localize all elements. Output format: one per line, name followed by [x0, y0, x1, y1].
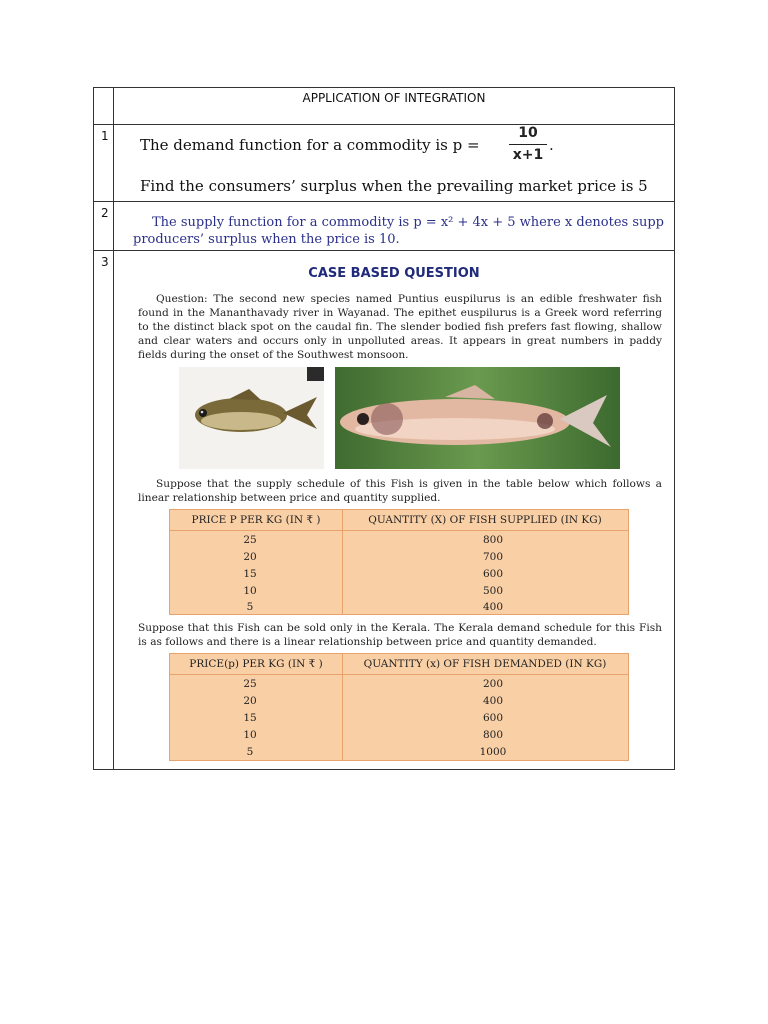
fraction-numerator: 10 [518, 125, 538, 141]
table-cell: 5 [246, 746, 254, 758]
column-divider [342, 654, 343, 760]
supply-schedule-table [169, 509, 629, 615]
table-cell: 800 [482, 534, 504, 546]
table-cell: 25 [243, 678, 257, 690]
table-cell: 700 [482, 551, 504, 563]
table-cell: 400 [482, 695, 504, 707]
number-cell [94, 251, 114, 770]
question-1-line-1: The demand function for a commodity is p = [140, 136, 480, 154]
column-header-price: PRICE P PER KG (IN ₹ ) [191, 514, 321, 526]
question-number: 2 [101, 206, 109, 220]
fraction [509, 125, 547, 163]
fraction-denominator: x+1 [512, 147, 544, 163]
table-cell: 5 [246, 601, 254, 613]
table-header [170, 510, 628, 531]
case-paragraph-3: Suppose that this Fish can be sold only in the Kerala. The Kerala demand schedule for this Fish is as follows and there is a linear relationship between price and quantity demanded. [138, 622, 662, 648]
content-cell [114, 125, 674, 201]
question-number: 3 [101, 255, 109, 269]
table-cell: 200 [482, 678, 504, 690]
number-cell [94, 88, 114, 124]
fraction-period: . [549, 136, 554, 154]
table-cell: 600 [482, 568, 504, 580]
table-row-question-2 [94, 202, 674, 251]
number-cell [94, 202, 114, 250]
content-cell [114, 88, 674, 124]
case-paragraph-1: Question: The second new species named Puntius euspilurus is an edible freshwater fish found in the Mananthavady river in Wayanad. The epithet euspilurus is a Greek word referring to the distinct black spot on the caudal fin. The slender bodied fish prefers fast flowing, shallow and clear waters and occurs only in unpolluted areas. It appears in great numbers in paddy fields during the onset of the Southwest monsoon. [138, 293, 662, 361]
demand-schedule-table [169, 653, 629, 761]
fraction-bar [509, 144, 547, 145]
column-header-quantity: QUANTITY (X) OF FISH SUPPLIED (IN KG) [368, 514, 602, 526]
table-cell: 1000 [479, 746, 507, 758]
question-2-line-1: The supply function for a commodity is p = x² + 4x + 5 where x denotes supp [152, 215, 665, 230]
fish-photo-left [179, 367, 324, 469]
fish-photo-right [335, 367, 620, 469]
number-cell [94, 125, 114, 201]
content-cell [114, 251, 674, 770]
table-cell: 500 [482, 585, 504, 597]
table-cell: 400 [482, 601, 504, 613]
case-paragraph-2: Suppose that the supply schedule of this Fish is given in the table below which follows a linear relationship between price and quantity supplied. [138, 478, 662, 504]
question-number: 1 [101, 129, 109, 143]
table-cell: 10 [243, 729, 257, 741]
question-1-line-2: Find the consumers’ surplus when the prevailing market price is 5 [140, 177, 648, 195]
table-cell: 15 [243, 568, 257, 580]
table-row-question-3 [94, 251, 674, 770]
page-title: APPLICATION OF INTEGRATION [302, 91, 486, 105]
table-row-question-1 [94, 125, 674, 202]
table-cell: 600 [482, 712, 504, 724]
content-cell [114, 202, 674, 250]
question-table [93, 87, 675, 770]
question-2-line-2: producers’ surplus when the price is 10. [133, 232, 400, 247]
table-row-heading [94, 88, 674, 125]
column-header-quantity: QUANTITY (x) OF FISH DEMANDED (IN KG) [363, 658, 607, 670]
table-cell: 15 [243, 712, 257, 724]
table-cell: 20 [243, 695, 257, 707]
column-header-price: PRICE(p) PER KG (IN ₹ ) [189, 658, 323, 670]
case-title: CASE BASED QUESTION [308, 266, 480, 281]
table-cell: 20 [243, 551, 257, 563]
table-cell: 25 [243, 534, 257, 546]
table-header [170, 654, 628, 675]
table-cell: 800 [482, 729, 504, 741]
table-cell: 10 [243, 585, 257, 597]
